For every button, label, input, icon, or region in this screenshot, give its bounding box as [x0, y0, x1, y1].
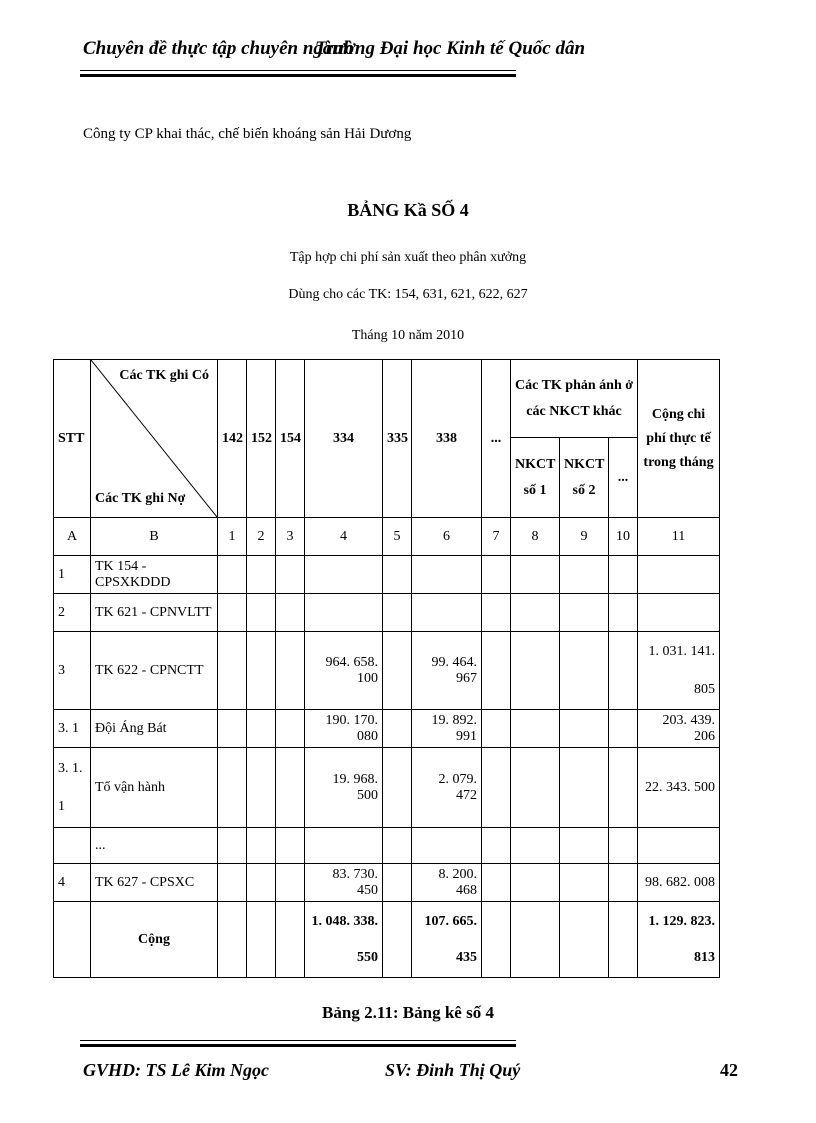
row-334: 83. 730. 450 [305, 864, 383, 902]
header-nkct-group: Các TK phản ánh ở các NKCT khác [511, 360, 638, 438]
header-334: 334 [305, 360, 383, 518]
header-rule-thin [80, 70, 516, 71]
header-course-title: Chuyên đề thực tập chuyên ngành [83, 38, 354, 59]
index-cell: 7 [482, 518, 511, 556]
row-334: 964. 658. 100 [305, 632, 383, 710]
index-cell: A [54, 518, 91, 556]
row-338: 19. 892. 991 [412, 710, 482, 748]
header-dots: ... [482, 360, 511, 518]
row-338 [412, 594, 482, 632]
row-total [638, 828, 720, 864]
row-total: 203. 439. 206 [638, 710, 720, 748]
subtitle-3: Tháng 10 năm 2010 [351, 328, 465, 343]
index-cell: 11 [638, 518, 720, 556]
header-335: 335 [383, 360, 412, 518]
row-total: 1. 031. 141. 805 [638, 632, 720, 710]
row-334: 19. 968. 500 [305, 748, 383, 828]
index-cell: 8 [511, 518, 560, 556]
row-stt: 4 [54, 864, 91, 902]
sum-338: 107. 665. 435 [412, 902, 482, 978]
row-338: 99. 464. 967 [412, 632, 482, 710]
header-338: 338 [412, 360, 482, 518]
table-row [54, 864, 720, 902]
header-debit-accounts: Các TK ghi Nợ [95, 491, 186, 506]
table-row [54, 748, 720, 828]
cost-table [53, 359, 720, 978]
row-account: TK 154 - CPSXKDDD [91, 556, 218, 594]
header-nkct1: NKCT số 1 [511, 438, 560, 518]
index-cell: 2 [247, 518, 276, 556]
row-account: ... [91, 828, 218, 864]
row-account: Đội Áng Bát [91, 710, 218, 748]
row-338 [412, 556, 482, 594]
header-credit-accounts: Các TK ghi Có [119, 368, 209, 383]
row-338 [412, 828, 482, 864]
row-account: TK 627 - CPSXC [91, 864, 218, 902]
index-cell: 5 [383, 518, 412, 556]
table-row [54, 556, 720, 594]
row-stt: 3. 1. 1 [54, 748, 91, 828]
header-152: 152 [247, 360, 276, 518]
row-334 [305, 556, 383, 594]
sum-row [54, 902, 720, 978]
header-154: 154 [276, 360, 305, 518]
row-334 [305, 828, 383, 864]
row-total [638, 594, 720, 632]
sum-total: 1. 129. 823. 813 [638, 902, 720, 978]
subtitle-1: Tập hợp chi phí sản xuất theo phân xưởng [289, 250, 527, 265]
index-row [54, 518, 720, 556]
footer-student: SV: Đinh Thị Quý [385, 1060, 521, 1080]
index-cell: B [91, 518, 218, 556]
row-stt: 3. 1 [54, 710, 91, 748]
header-nkct2: NKCT số 2 [560, 438, 609, 518]
row-stt: 3 [54, 632, 91, 710]
row-account: Tổ vận hành [91, 748, 218, 828]
table-caption: Bảng 2.11: Bảng kê số 4 [322, 1003, 494, 1022]
page-title: BẢNG Kầ SỐ 4 [347, 200, 469, 220]
header-diagonal-cell [91, 360, 218, 518]
row-stt: 2 [54, 594, 91, 632]
index-cell: 4 [305, 518, 383, 556]
company-name: Công ty CP khai thác, chế biến khoáng sản Hải Dương [83, 126, 412, 142]
table-row [54, 710, 720, 748]
header-142: 142 [218, 360, 247, 518]
footer-rule-thin [80, 1040, 516, 1041]
header-row-1 [54, 360, 720, 438]
table-row [54, 594, 720, 632]
sum-334: 1. 048. 338. 550 [305, 902, 383, 978]
row-stt: 1 [54, 556, 91, 594]
row-338: 2. 079. 472 [412, 748, 482, 828]
row-account: TK 622 - CPNCTT [91, 632, 218, 710]
header-university: Trường Đại học Kinh tế Quốc dân [315, 38, 586, 59]
row-total: 22. 343. 500 [638, 748, 720, 828]
header-rule-thick [80, 74, 516, 77]
subtitle-2: Dùng cho các TK: 154, 631, 621, 622, 627 [288, 287, 528, 302]
index-cell: 10 [609, 518, 638, 556]
footer-rule-thick [80, 1044, 516, 1047]
page-number: 42 [720, 1060, 738, 1080]
header-total: Cộng chi phí thực tế trong tháng [638, 360, 720, 518]
table-row [54, 632, 720, 710]
row-total: 98. 682. 008 [638, 864, 720, 902]
index-cell: 9 [560, 518, 609, 556]
footer-advisor: GVHD: TS Lê Kim Ngọc [83, 1060, 269, 1080]
row-stt [54, 828, 91, 864]
header-stt: STT [54, 360, 91, 518]
index-cell: 6 [412, 518, 482, 556]
sum-label: Cộng [91, 902, 218, 978]
index-cell: 1 [218, 518, 247, 556]
table-row [54, 828, 720, 864]
row-334 [305, 594, 383, 632]
index-cell: 3 [276, 518, 305, 556]
row-338: 8. 200. 468 [412, 864, 482, 902]
row-account: TK 621 - CPNVLTT [91, 594, 218, 632]
row-334: 190. 170. 080 [305, 710, 383, 748]
row-total [638, 556, 720, 594]
header-nkct-dots: ... [609, 438, 638, 518]
